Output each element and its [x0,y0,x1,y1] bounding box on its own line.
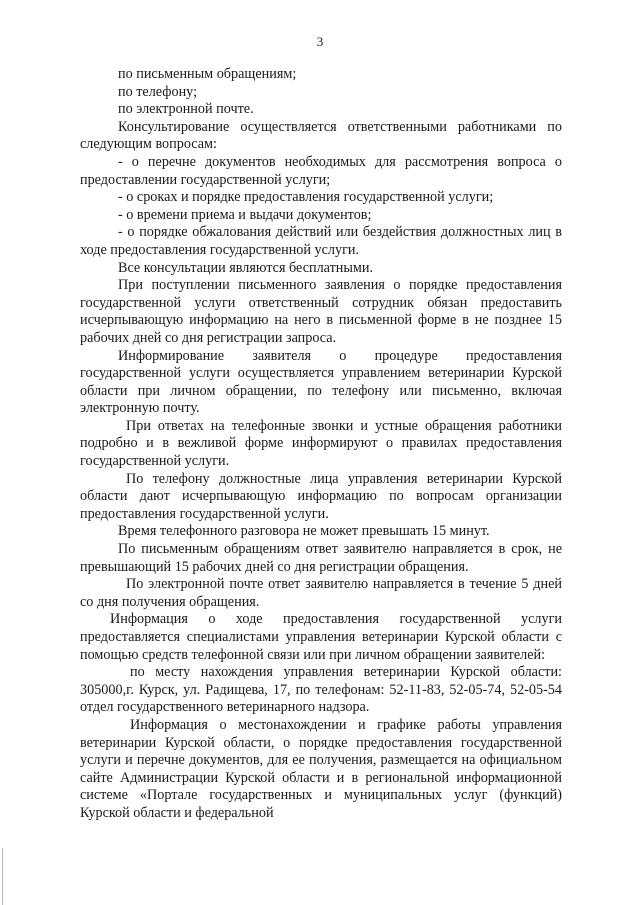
paragraph: Информирование заявителя о процедуре предоставления государственной услуги осуществляется управлением ветеринарии Курской области при личном обращении, по телефону или письменно, включая электронную почту. [80,347,562,417]
paragraph: При ответах на телефонные звонки и устные обращения работники подробно и в вежливой форме информируют о правилах предоставления государственной услуги. [80,417,562,470]
list-item: - о порядке обжалования действий или бездействия должностных лиц в ходе предоставления государственной услуги. [80,224,562,258]
list-item: - о перечне документов необходимых для рассмотрения вопроса о предоставлении государственной услуги; [80,153,562,188]
paragraph: Консультирование осуществляется ответственными работниками по следующим вопросам: [80,118,562,153]
paragraph: Информация о ходе предоставления государственной услуги предоставляется специалистами управления ветеринарии Курской области с помощью средств телефонной связи или при личном обращении заявителей: [80,611,562,663]
paragraph: Все консультации являются бесплатными. [118,259,374,276]
page-number: 3 [316,34,324,49]
document-body [80,66,562,823]
list-item: - о времени приема и выдачи документов; [118,206,372,223]
paragraph: Информация о местонахождении и графике работы управления ветеринарии Курской области, о порядке предоставления государственной услуги и перечне документов, для ее получения, размещается на официальном сайте Администрации Курской области и в региональной информационной системе «Портале государственных и муниципальных услуг (функций) Курской области и федеральной [80,716,562,821]
paragraph: По телефону должностные лица управления ветеринарии Курской области дают исчерпывающую информацию по вопросам организации предоставления государственной услуги. [80,470,562,522]
paragraph: по электронной почте. [118,101,254,118]
paragraph: по телефону; [118,83,198,100]
paragraph: Время телефонного разговора не может превышать 15 минут. [118,523,490,540]
paragraph: По письменным обращениям ответ заявителю направляется в срок, не превышающий 15 рабочих дней со дня регистрации обращения. [80,541,562,575]
paragraph: по месту нахождения управления ветеринарии Курской области: 305000,г. Курск, ул. Радищева, 17, по телефонам: 52-11-83, 52-05-74, 52-05-54 отдел государственного ветеринарного надзора. [80,664,562,716]
paragraph: по письменным обращениям; [118,66,297,82]
paragraph: При поступлении письменного заявления о порядке предоставления государственной услуги ответственный сотрудник обязан предоставить исчерпывающую информацию на него в письменной форме в не позднее 15 рабочих дней со дня регистрации запроса. [80,277,562,346]
paragraph: По электронной почте ответ заявителю направляется в течение 5 дней со дня получения обращения. [80,576,562,610]
scan-edge-line [2,848,3,905]
list-item: - о сроках и порядке предоставления государственной услуги; [118,189,494,206]
